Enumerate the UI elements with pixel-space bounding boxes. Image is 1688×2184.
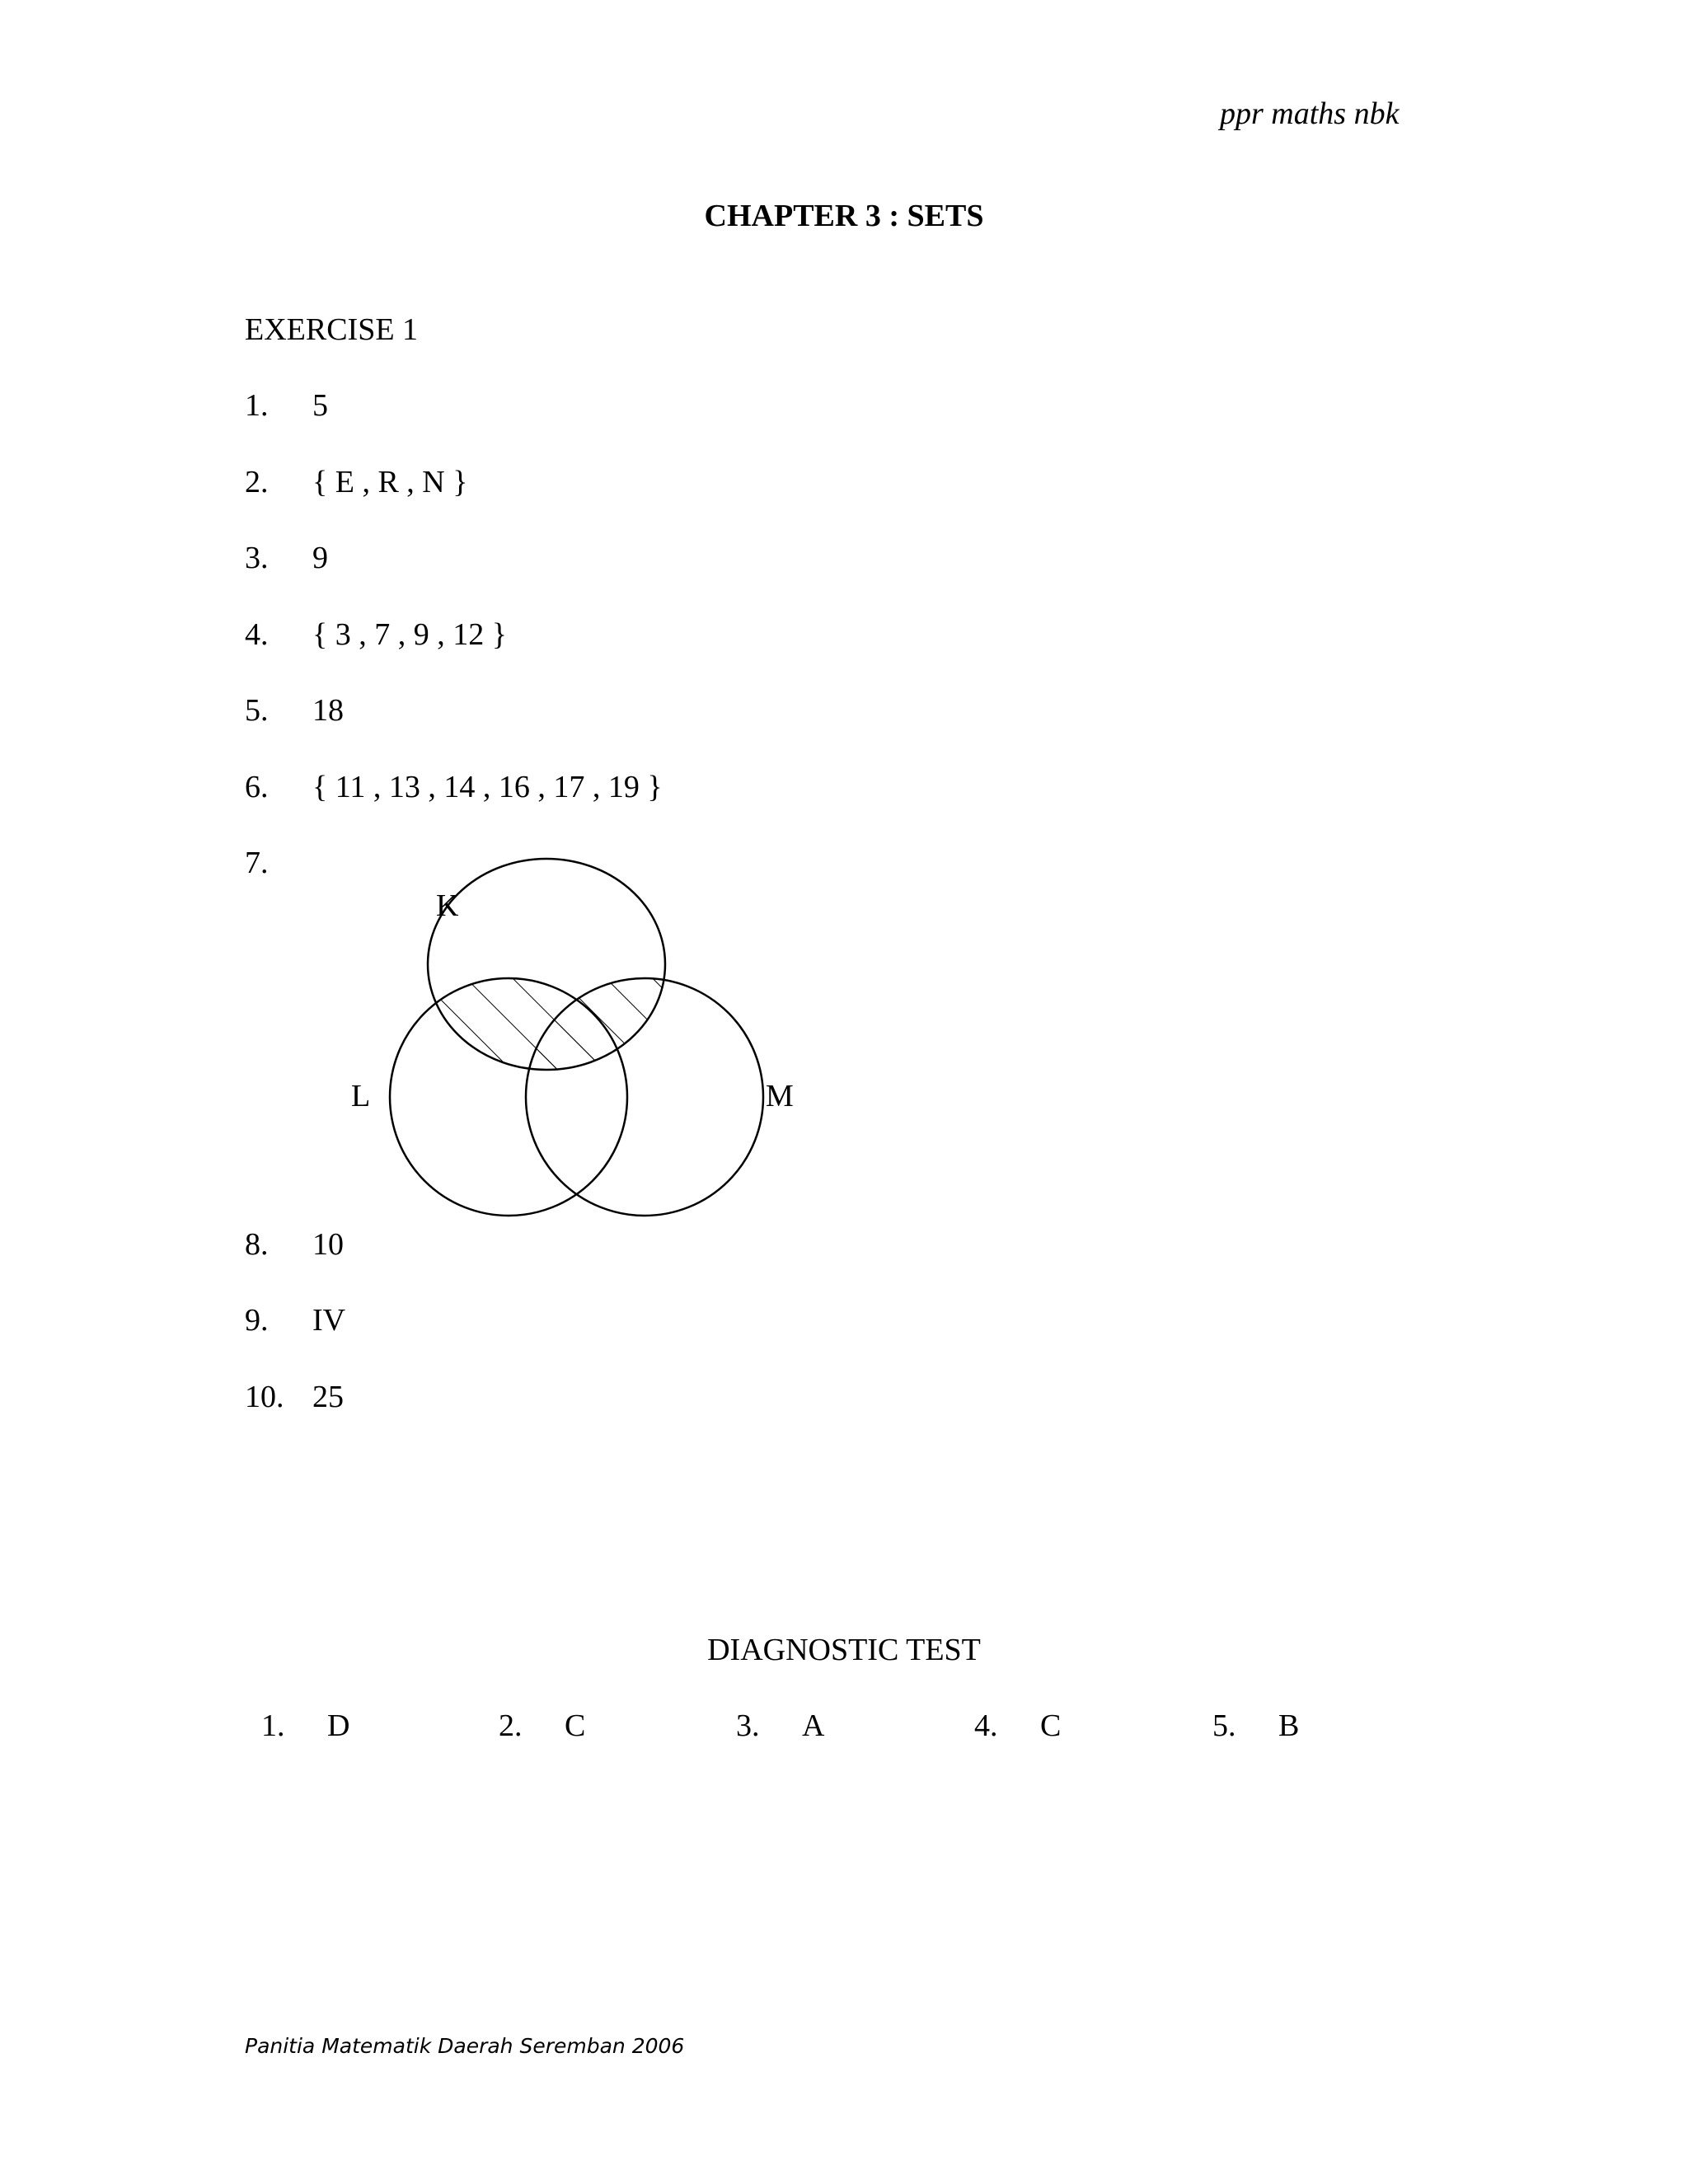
answer-number: 2. [245,465,269,499]
answer-number: 5. [245,693,269,728]
answer-number: 6. [245,770,269,804]
shaded-region [390,978,763,1216]
answer-number: 7. [245,846,269,880]
exercise-answer-9 [245,1302,345,1338]
diagnostic-answer-1 [261,1708,349,1744]
answer-value: C [565,1708,586,1743]
exercise-answer-10 [245,1379,344,1415]
answer-number: 1. [245,388,269,423]
chapter-title: CHAPTER 3 : SETS [704,199,984,233]
answer-number: 2. [499,1708,523,1743]
answer-value: IV [312,1303,346,1338]
diagnostic-heading: DIAGNOSTIC TEST [707,1633,981,1667]
answer-value: B [1278,1708,1300,1743]
answer-number: 9. [245,1303,269,1338]
answer-value: { E , R , N } [312,465,468,499]
answer-value: 10 [312,1227,344,1262]
diagnostic-answer-3 [736,1708,824,1744]
set-k-label: K [436,888,459,923]
answer-number: 3. [245,541,269,575]
answer-value: { 3 , 7 , 9 , 12 } [312,617,507,652]
answer-value: 9 [312,541,328,575]
answer-value: C [1040,1708,1062,1743]
exercise-answer-8 [245,1226,344,1263]
diagnostic-answer-2 [499,1708,585,1744]
answer-number: 4. [245,617,269,652]
set-l-label: L [351,1079,371,1113]
answer-value: D [327,1708,350,1743]
answer-number: 4. [974,1708,998,1743]
answer-value: 5 [312,388,328,423]
diagnostic-answer-4 [974,1708,1061,1744]
answer-number: 1. [261,1708,285,1743]
header-note: ppr maths nbk [1220,96,1400,131]
answer-value: { 11 , 13 , 14 , 16 , 17 , 19 } [312,770,663,804]
answer-number: 5. [1212,1708,1236,1743]
answer-value: 18 [312,693,344,728]
diagnostic-answer-5 [1212,1708,1299,1744]
answer-number: 8. [245,1227,269,1262]
footer-text: Panitia Matematik Daerah Seremban 2006 [245,2034,685,2058]
exercise-heading: EXERCISE 1 [245,312,419,347]
answer-number: 3. [736,1708,760,1743]
answer-value: A [802,1708,825,1743]
answer-value: 25 [312,1380,344,1414]
set-m-label: M [766,1079,794,1113]
answer-number: 10. [245,1380,284,1414]
